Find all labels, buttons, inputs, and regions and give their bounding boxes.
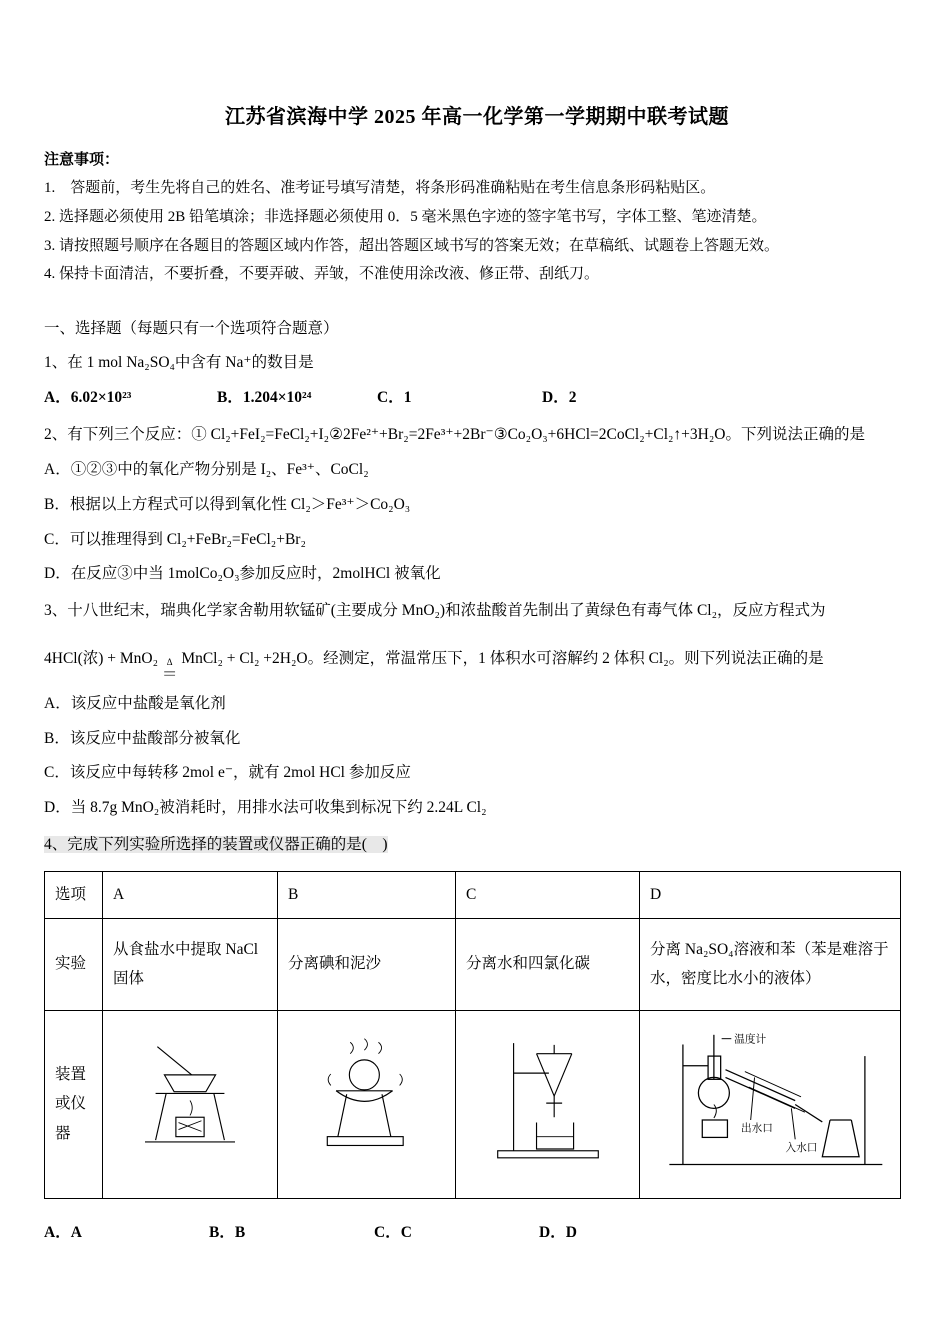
equation-right: MnCl₂ + Cl₂ +2H₂O。经测定，常温常压下，1 体积水可溶解约 2 体积 Cl₂。则下列说法正确的是 — [177, 650, 824, 668]
question-4-text-line — [44, 828, 910, 863]
q1-option-c-value: 1 — [403, 389, 412, 407]
q2-option-b: B．根据以上方程式可以得到氧化性 Cl₂＞Fe³⁺＞Co₂O₃ — [44, 495, 411, 513]
equals-sign: ＝ — [161, 666, 178, 684]
q1-option-c — [377, 381, 542, 416]
apparatus-cell-d — [640, 1010, 901, 1198]
section-heading: 一、选择题（每题只有一个选项符合题意） — [44, 320, 339, 338]
q1-option-b-label: B． — [217, 389, 243, 407]
answer-option-c — [374, 1219, 539, 1247]
notice-item-2: 2. 选择题必须使用 2B 铅笔填涂；非选择题必须使用 0．5 毫米黑色字迹的签字笔书写，字体工整、笔迹清楚。 — [44, 208, 767, 225]
apparatus-cell-a — [103, 1010, 278, 1198]
page-title: 江苏省滨海中学 2025 年高一化学第一学期期中联考试题 — [225, 106, 729, 128]
table-apparatus-row — [45, 1010, 901, 1198]
q2-option-a: A．①②③中的氧化产物分别是 I₂、Fe³⁺、CoCl₂ — [44, 460, 369, 478]
question-3-text: 3、十八世纪末，瑞典化学家舍勒用软锰矿(主要成分 MnO₂)和浓盐酸首先制出了黄绿色有毒气体 Cl₂，反应方程式为 — [44, 602, 826, 620]
apparatus-row-label: 装置或仪器 — [45, 1010, 103, 1198]
answer-options-line — [44, 1219, 910, 1247]
question-1-text: 1、在 1 mol Na₂SO₄中含有 Na⁺的数目是 — [44, 354, 314, 372]
experiment-cell-c: 分离水和四氯化碳 — [456, 918, 640, 1010]
experiment-cell-a: 从食盐水中提取 NaCl 固体 — [103, 918, 278, 1010]
question-3-equation — [44, 643, 910, 683]
table-header-a: A — [103, 872, 278, 918]
q1-option-a — [44, 381, 217, 416]
notice-item-1: 1. 答题前，考生先将自己的姓名、准考证号填写清楚，将条形码准确粘贴在考生信息条形码粘贴区。 — [44, 180, 716, 196]
notices-section — [44, 147, 910, 289]
table-header-b: B — [278, 872, 456, 918]
answer-b-value: B — [234, 1223, 246, 1241]
q1-option-d-label: D． — [542, 389, 569, 407]
sublimation-apparatus-diagram — [292, 1029, 442, 1179]
equation-left: 4HCl(浓) + MnO₂ — [44, 650, 162, 668]
question-2 — [44, 418, 910, 592]
water-inlet-label: 入水口 — [785, 1142, 818, 1154]
q3-option-b: B．该反应中盐酸部分被氧化 — [44, 729, 241, 747]
q2-option-d: D．在反应③中当 1molCo₂O₃参加反应时，2molHCl 被氧化 — [44, 565, 441, 583]
experiment-row-label: 实验 — [45, 918, 103, 1010]
answer-option-a — [44, 1219, 209, 1247]
table-experiment-row — [45, 918, 901, 1010]
answer-option-d — [539, 1219, 704, 1247]
q3-option-a: A．该反应中盐酸是氧化剂 — [44, 694, 226, 712]
table-header-c: C — [456, 872, 640, 918]
question-1 — [44, 346, 910, 416]
separating-funnel-diagram — [473, 1029, 623, 1179]
table-header-option: 选项 — [45, 872, 103, 918]
q1-option-a-label: A． — [44, 389, 71, 407]
answer-d-label: D． — [539, 1223, 566, 1241]
evaporation-apparatus-diagram — [115, 1029, 265, 1179]
q1-option-a-value: 6.02×10²³ — [70, 389, 132, 407]
answer-a-label: A． — [44, 1223, 71, 1241]
question-3 — [44, 594, 910, 826]
table-header-d: D — [640, 872, 901, 918]
thermometer-label: 温度计 — [734, 1034, 767, 1046]
experiment-cell-b: 分离碘和泥沙 — [278, 918, 456, 1010]
q1-option-c-label: C． — [377, 389, 404, 407]
experiment-cell-d: 分离 Na₂SO₄溶液和苯（苯是难溶于水，密度比水小的液体） — [640, 918, 901, 1010]
notice-item-3: 3. 请按照题号顺序在各题目的答题区域内作答，超出答题区域书写的答案无效；在草稿纸、试题卷上答题无效。 — [44, 237, 780, 254]
question-4-text: 4、完成下列实验所选择的装置或仪器正确的是( ) — [44, 836, 388, 854]
water-outlet-label: 出水口 — [740, 1123, 773, 1135]
q1-option-d — [542, 381, 576, 416]
answer-c-value: C — [400, 1223, 412, 1241]
q1-option-b — [217, 381, 377, 416]
table-header-row — [45, 872, 901, 918]
question-2-text: 2、有下列三个反应：① Cl₂+FeI₂=FeCl₂+I₂②2Fe²⁺+Br₂=2Fe³⁺+2Br⁻③Co₂O₃+6HCl=2CoCl₂+Cl₂↑+3H₂O。下列说法正确的是 — [44, 425, 865, 443]
answer-a-value: A — [70, 1223, 82, 1241]
equals-with-delta — [162, 658, 178, 683]
question-4-table — [44, 871, 901, 1198]
answer-b-label: B． — [209, 1223, 235, 1241]
notice-item-4: 4. 保持卡面清洁，不要折叠，不要弄破、弄皱，不准使用涂改液、修正带、刮纸刀。 — [44, 266, 600, 283]
q1-option-b-value: 1.204×10²⁴ — [242, 389, 312, 407]
q3-option-d: D．当 8.7g MnO₂被消耗时，用排水法可收集到标况下约 2.24L Cl₂ — [44, 799, 487, 817]
apparatus-cell-b — [278, 1010, 456, 1198]
q1-option-d-value: 2 — [568, 389, 577, 407]
distillation-apparatus-diagram — [650, 1027, 892, 1182]
answer-d-value: D — [565, 1223, 577, 1241]
apparatus-cell-c — [456, 1010, 640, 1198]
answer-c-label: C． — [374, 1223, 401, 1241]
notices-heading: 注意事项： — [44, 152, 120, 168]
question-4 — [44, 828, 910, 1198]
q2-option-c: C．可以推理得到 Cl₂+FeBr₂=FeCl₂+Br₂ — [44, 530, 306, 548]
answer-option-b — [209, 1219, 374, 1247]
delta-symbol: Δ — [166, 657, 173, 668]
q3-option-c: C．该反应中每转移 2mol e⁻，就有 2mol HCl 参加反应 — [44, 764, 411, 782]
question-1-options — [44, 381, 910, 416]
